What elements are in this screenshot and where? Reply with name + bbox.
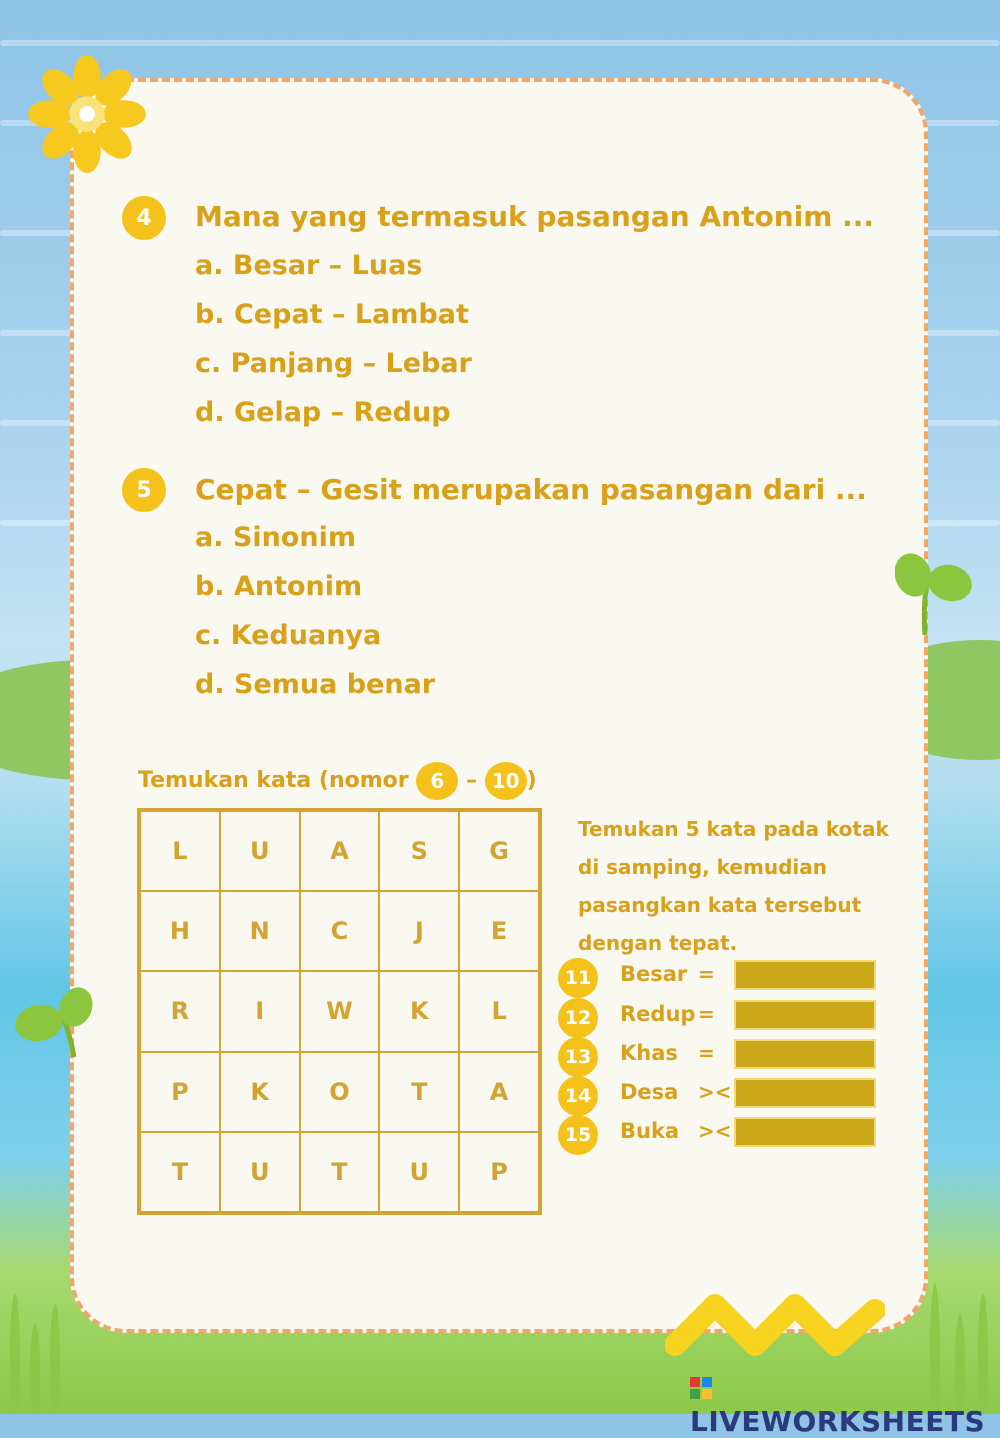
answer-word: Buka (620, 1119, 680, 1143)
grid-cell[interactable]: U (379, 1132, 459, 1212)
grid-cell[interactable]: T (140, 1132, 220, 1212)
grid-cell[interactable]: L (140, 811, 220, 891)
answer-row (558, 958, 888, 996)
answer-relation: >< (698, 1080, 732, 1104)
grid-cell[interactable]: H (140, 891, 220, 971)
zigzag-decoration (665, 1290, 885, 1360)
option-c[interactable]: c. Panjang – Lebar (195, 348, 472, 379)
option-b[interactable]: b. Cepat – Lambat (195, 299, 469, 330)
answer-word: Redup (620, 1002, 696, 1026)
grid-cell[interactable]: K (379, 971, 459, 1051)
word-search-grid (137, 808, 542, 1215)
grid-cell[interactable]: R (140, 971, 220, 1051)
answer-input-box[interactable] (734, 1000, 876, 1030)
grid-cell[interactable]: T (379, 1052, 459, 1132)
liveworksheets-icon (690, 1377, 712, 1401)
option-d[interactable]: d. Semua benar (195, 669, 436, 700)
grid-cell[interactable]: N (220, 891, 300, 971)
question-text: Mana yang termasuk pasangan Antonim ... (195, 200, 875, 233)
answer-input-box[interactable] (734, 1039, 876, 1069)
answer-input-box[interactable] (734, 1117, 876, 1147)
grass (30, 1324, 40, 1414)
answer-relation: = (698, 1002, 715, 1026)
brand-logo (690, 1372, 1000, 1438)
grid-cell[interactable]: K (220, 1052, 300, 1132)
grid-cell[interactable]: P (459, 1132, 539, 1212)
answer-number-badge: 12 (558, 998, 598, 1038)
answer-row (558, 1076, 888, 1114)
grid-cell[interactable]: P (140, 1052, 220, 1132)
sprout-icon (14, 985, 94, 1060)
range-dash: – (465, 768, 477, 793)
answer-row (558, 1037, 888, 1075)
answer-number-badge: 11 (558, 958, 598, 998)
grid-cell[interactable]: L (459, 971, 539, 1051)
range-end-badge: 10 (485, 762, 527, 800)
sky-stroke (0, 40, 1000, 46)
answer-relation: = (698, 1041, 715, 1065)
answer-number-badge: 15 (558, 1115, 598, 1155)
grid-cell[interactable]: I (220, 971, 300, 1051)
question-text: Cepat – Gesit merupakan pasangan dari ... (195, 473, 867, 506)
question-number-badge: 5 (122, 468, 166, 512)
option-b[interactable]: b. Antonim (195, 571, 363, 602)
grid-cell[interactable]: A (300, 811, 380, 891)
answer-word: Desa (620, 1080, 679, 1104)
grid-cell[interactable]: S (379, 811, 459, 891)
grid-cell[interactable]: A (459, 1052, 539, 1132)
answer-row (558, 998, 888, 1036)
answer-input-box[interactable] (734, 960, 876, 990)
question-number-badge: 4 (122, 196, 166, 240)
answer-number-badge: 14 (558, 1076, 598, 1116)
option-d[interactable]: d. Gelap – Redup (195, 397, 451, 428)
answer-input-box[interactable] (734, 1078, 876, 1108)
grid-cell[interactable]: U (220, 811, 300, 891)
option-a[interactable]: a. Besar – Luas (195, 250, 423, 281)
answer-word: Khas (620, 1041, 678, 1065)
grid-cell[interactable]: W (300, 971, 380, 1051)
instructions-text: Temukan 5 kata pada kotak di samping, kemudian pasangkan kata tersebut dengan tepat. (578, 817, 889, 955)
grid-cell[interactable]: J (379, 891, 459, 971)
answer-relation: = (698, 962, 715, 986)
option-c[interactable]: c. Keduanya (195, 620, 382, 651)
grass (10, 1294, 20, 1414)
range-start-badge: 6 (416, 762, 458, 800)
brand-text: LIVEWORKSHEETS (690, 1405, 986, 1438)
grid-cell[interactable]: O (300, 1052, 380, 1132)
grid-cell[interactable]: E (459, 891, 539, 971)
title-prefix: Temukan kata (nomor (138, 768, 409, 793)
grass (50, 1304, 60, 1414)
grid-cell[interactable]: G (459, 811, 539, 891)
answer-word: Besar (620, 962, 688, 986)
grid-cell[interactable]: T (300, 1132, 380, 1212)
grid-cell[interactable]: U (220, 1132, 300, 1212)
answer-row (558, 1115, 888, 1153)
option-a[interactable]: a. Sinonim (195, 522, 356, 553)
grid-cell[interactable]: C (300, 891, 380, 971)
answer-relation: >< (698, 1119, 732, 1143)
word-search-title (138, 762, 537, 800)
sprout-icon (895, 545, 975, 640)
flower-icon (28, 55, 146, 173)
title-suffix: ) (526, 768, 537, 793)
answer-number-badge: 13 (558, 1037, 598, 1077)
